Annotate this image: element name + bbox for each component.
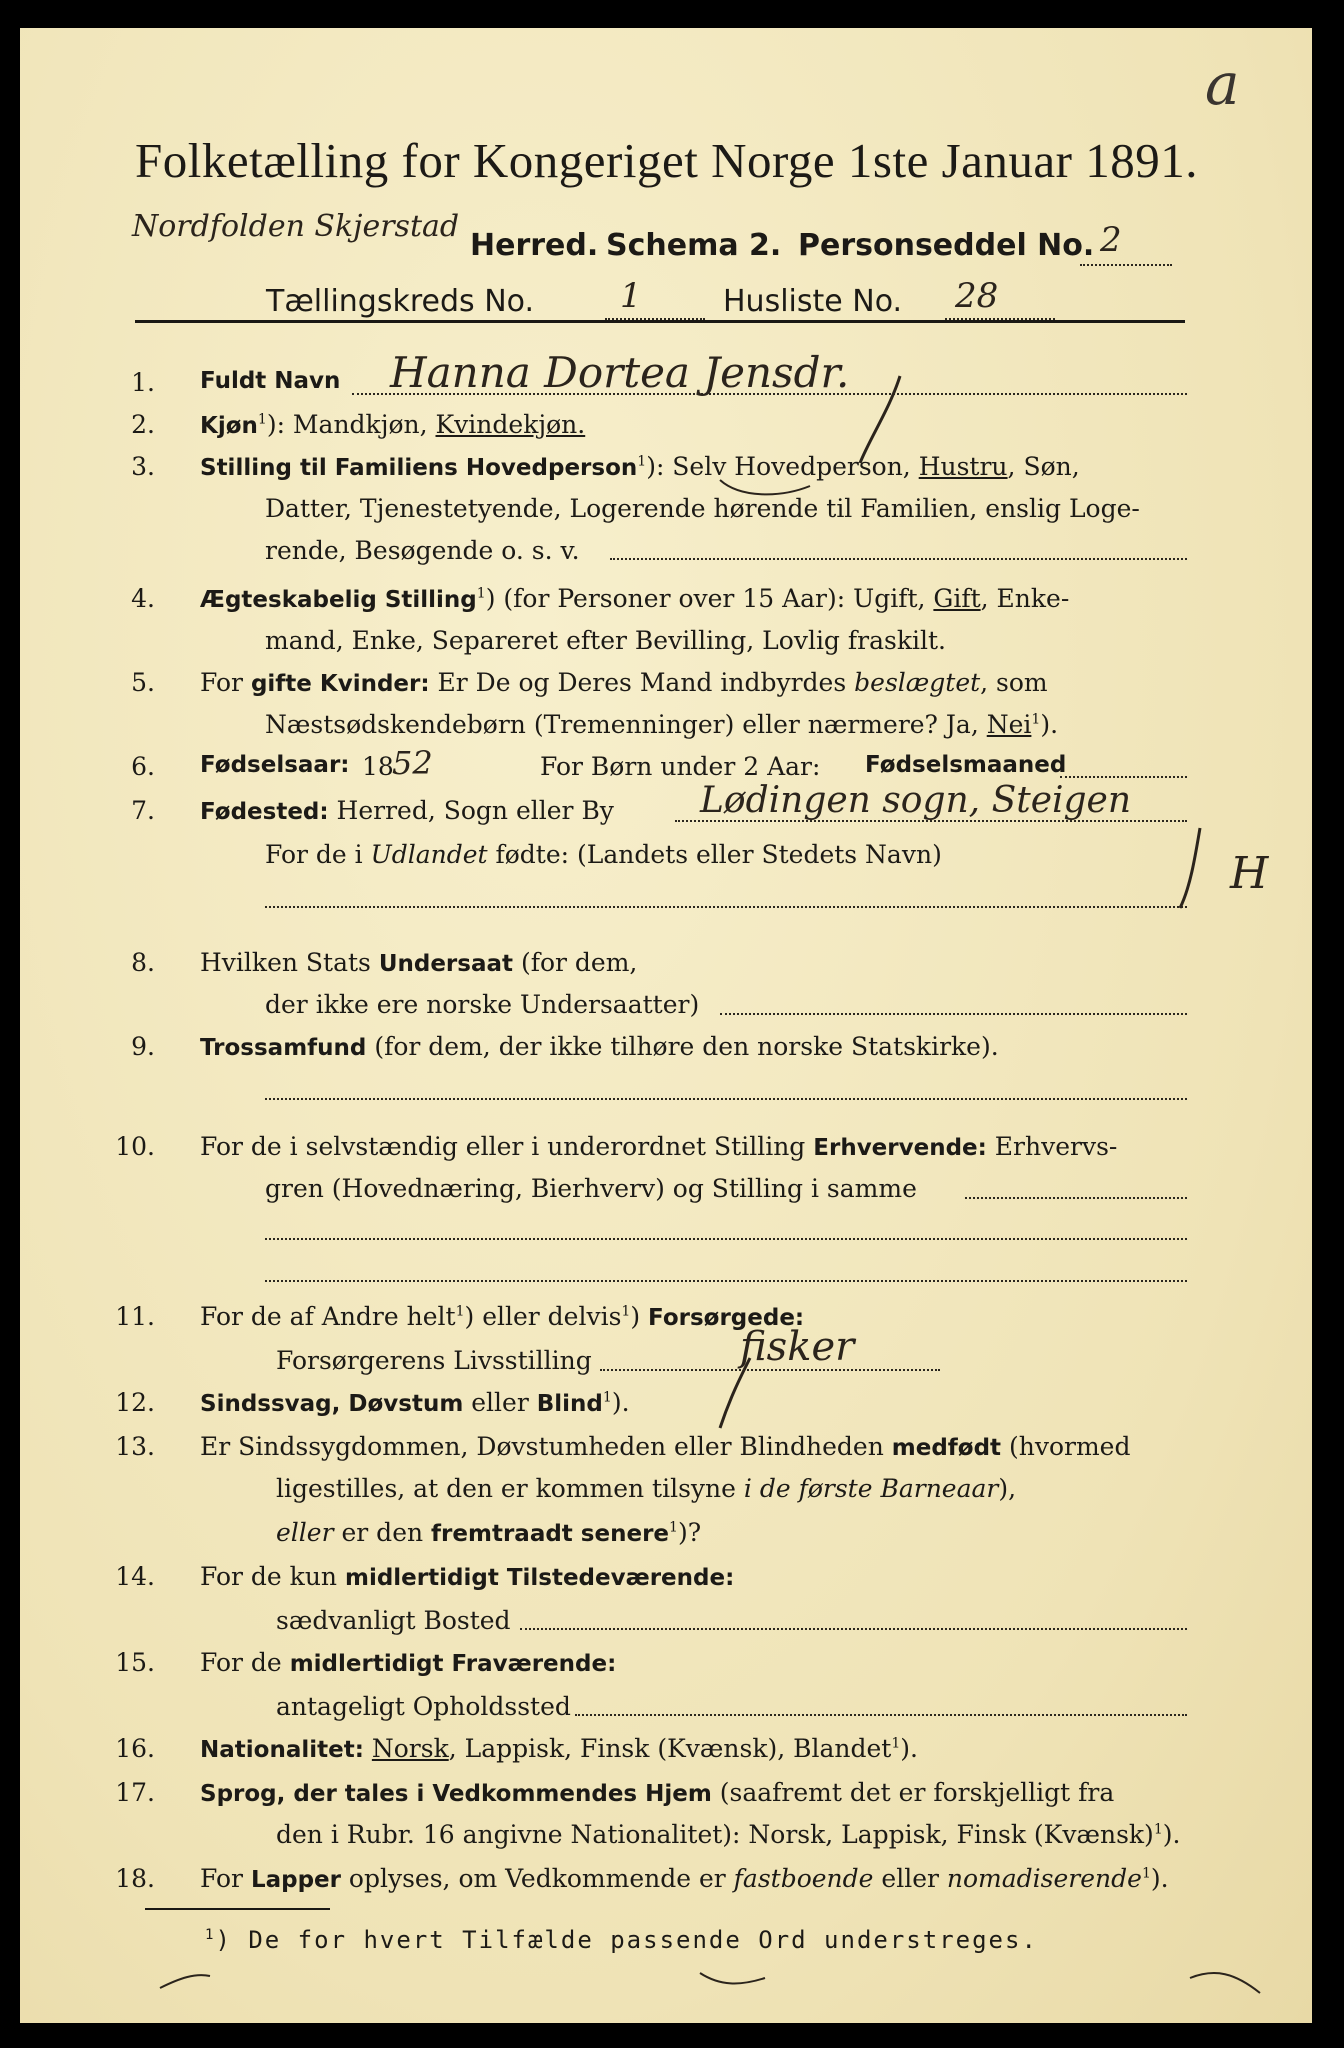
item-13-line-3a: eller	[276, 1518, 334, 1547]
item-12-number: 12.	[115, 1388, 155, 1417]
herred-label: Herred.	[470, 228, 599, 263]
item-18-italic-1: fastboende	[733, 1864, 874, 1893]
item-13-line-3b: er den	[333, 1518, 432, 1547]
item-11-value: fisker	[740, 1324, 855, 1370]
item-14-text-a: For de kun	[200, 1562, 345, 1591]
item-16-sup: 1	[891, 1735, 901, 1752]
herred-written: Nordfolden Skjerstad	[132, 209, 460, 244]
item-18-text-a: For	[200, 1864, 251, 1893]
item-13-text-b: (hvormed	[1001, 1432, 1131, 1461]
bottom-left-mark	[160, 1975, 210, 1988]
item-12-sup: 1	[602, 1389, 612, 1406]
husliste-label: Husliste No.	[723, 284, 903, 319]
item-7-text-a: Herred, Sogn eller By	[328, 796, 614, 825]
item-1-label: Fuldt Navn	[200, 368, 341, 394]
item-12-text-b: ).	[611, 1388, 630, 1417]
item-9-number: 9.	[131, 1032, 155, 1061]
item-7-label: Fødested:	[200, 799, 329, 825]
item-6-year-value: 52	[392, 744, 433, 782]
item-2-sup: 1	[257, 411, 267, 428]
item-10-label: Erhvervende:	[813, 1135, 987, 1161]
item-11-label: Forsørgede:	[648, 1305, 805, 1331]
item-5-line-2c: ).	[1040, 710, 1059, 739]
item-17-text-a: (saafremt det er forskjelligt fra	[711, 1778, 1115, 1807]
item-7-value-tail: H	[1230, 848, 1269, 899]
item-7-value: Lødingen sogn, Steigen	[700, 780, 1132, 821]
kreds-no: 1	[620, 276, 642, 316]
item-1-stroke	[860, 376, 900, 463]
item-13-italic: i de første Barneaar	[743, 1474, 999, 1503]
item-3-sup: 1	[637, 453, 647, 470]
item-13-line-2a: ligestilles, at den er kommen tilsyne	[276, 1474, 744, 1503]
item-9-text-a: (for dem, der ikke tilhøre den norske Statskirke).	[366, 1032, 999, 1061]
item-4-underlined: Gift	[933, 584, 981, 613]
item-14-label: midlertidigt Tilstedeværende:	[344, 1565, 735, 1591]
item-5-number: 5.	[131, 668, 155, 697]
item-5-label: gifte Kvinder:	[250, 671, 430, 697]
item-3-underlined: Hustru	[918, 452, 1008, 481]
item-4-text-a: ) (for Personer over 15 Aar): Ugift,	[485, 584, 934, 613]
item-13-sup: 1	[669, 1519, 678, 1536]
item-3-number: 3.	[131, 452, 155, 481]
item-11-number: 11.	[115, 1302, 155, 1331]
item-13-line-3c: fremtraadt senere	[431, 1521, 670, 1547]
item-3-line-3: rende, Besøgende o. s. v.	[265, 536, 580, 565]
item-3-label: Stilling til Familiens Hovedperson	[200, 455, 638, 481]
item-17-label: Sprog, der tales i Vedkommendes Hjem	[200, 1781, 712, 1807]
item-16-underlined: Norsk	[371, 1734, 449, 1763]
item-2-label: Kjøn	[200, 413, 258, 439]
item-15-label: midlertidigt Fraværende:	[289, 1651, 617, 1677]
item-15-text-a: For de	[200, 1648, 290, 1677]
item-18-text-b: oplyses, om Vedkommende er	[340, 1864, 734, 1893]
item-10-line-2: gren (Hovednæring, Bierhverv) og Stilling i samme	[265, 1174, 917, 1203]
item-3-text-a: ): Selv Hovedperson,	[646, 452, 919, 481]
item-10-number: 10.	[115, 1132, 155, 1161]
item-7-number: 7.	[131, 796, 155, 825]
item-11-sup-1: 1	[455, 1303, 465, 1320]
husliste-no: 28	[955, 276, 999, 316]
item-17-number: 17.	[115, 1778, 155, 1807]
item-6-label-2: Fødselsmaaned	[865, 752, 1067, 778]
item-14-line-2: sædvanligt Bosted	[276, 1606, 511, 1635]
item-13-label: medfødt	[891, 1435, 1002, 1461]
item-12-label-b: Blind	[536, 1391, 603, 1417]
item-13-number: 13.	[115, 1432, 155, 1461]
item-14-number: 14.	[115, 1562, 155, 1591]
kreds-label: Tællingskreds No.	[266, 284, 534, 319]
item-2-number: 2.	[131, 410, 155, 439]
item-18-sup: 1	[1141, 1865, 1151, 1882]
item-4-sup: 1	[476, 585, 486, 602]
item-7-line-2c: fødte: (Landets eller Stedets Navn)	[487, 840, 942, 869]
item-18-label: Lapper	[250, 1867, 341, 1893]
item-2-underlined: Kvindekjøn.	[435, 410, 586, 439]
item-18-number: 18.	[115, 1864, 155, 1893]
form-title: Folketælling for Kongeriget Norge 1ste Januar 1891.	[135, 133, 1198, 188]
item-18-italic-2: nomadiserende	[946, 1864, 1142, 1893]
item-4-label: Ægteskabelig Stilling	[200, 587, 477, 613]
item-5-sup: 1	[1031, 711, 1041, 728]
item-18-text-f: ).	[1150, 1864, 1169, 1893]
item-7-stroke	[1180, 828, 1200, 908]
item-16-label: Nationalitet:	[200, 1737, 364, 1763]
handwriting-strokes	[20, 28, 1312, 2023]
item-9-label: Trossamfund	[200, 1035, 367, 1061]
item-16-text-c: , Lappisk, Finsk (Kvænsk), Blandet	[448, 1734, 892, 1763]
item-1-value: Hanna Dortea Jensdr.	[390, 348, 850, 397]
item-11-text-b: ) eller delvis	[464, 1302, 622, 1331]
item-16-number: 16.	[115, 1734, 155, 1763]
item-13-line-2c: ),	[998, 1474, 1017, 1503]
item-7-italic: Udlandet	[370, 840, 488, 869]
item-6-year-prefix: 18	[362, 752, 394, 781]
item-11-sup-2: 1	[621, 1303, 631, 1320]
item-8-text-a: Hvilken Stats	[200, 948, 379, 977]
item-5-text-d: , som	[980, 668, 1048, 697]
item-6-label: Fødselsaar:	[200, 752, 350, 778]
item-2-text-a: ): Mandkjøn,	[266, 410, 436, 439]
bottom-center-mark	[700, 1973, 765, 1983]
item-17-line-2b: ).	[1162, 1820, 1181, 1849]
item-17-sup: 1	[1153, 1821, 1163, 1838]
item-6-number: 6.	[131, 752, 155, 781]
item-5-text-a: For	[200, 668, 251, 697]
item-7-line-2a: For de i	[265, 840, 371, 869]
item-13-text-a: Er Sindssygdommen, Døvstumheden eller Blindheden	[200, 1432, 892, 1461]
item-5-italic: beslægtet	[854, 668, 981, 697]
item-11-text-a: For de af Andre helt	[200, 1302, 456, 1331]
schema-label: Schema 2.	[606, 228, 782, 263]
item-3-line-2: Datter, Tjenestetyende, Logerende hørende til Familien, enslig Loge-	[265, 494, 1140, 523]
footnote-text: ) De for hvert Tilfælde passende Ord understreges.	[215, 1926, 1038, 1954]
item-18-text-d: eller	[873, 1864, 947, 1893]
personseddel-label: Personseddel No.	[798, 228, 1095, 263]
item-11-text-c: )	[630, 1302, 649, 1331]
item-3-text-c: , Søn,	[1007, 452, 1080, 481]
item-15-number: 15.	[115, 1648, 155, 1677]
item-16-text-d: ).	[900, 1734, 918, 1763]
item-17-line-2-text: den i Rubr. 16 angivne Nationalitet): Norsk, Lappisk, Finsk (Kvænsk)	[276, 1820, 1154, 1849]
item-8-line-2: der ikke ere norske Undersaatter)	[265, 990, 700, 1019]
personseddel-no: 2	[1100, 220, 1122, 260]
item-4-text-c: , Enke-	[980, 584, 1070, 613]
item-5-text-b: Er De og Deres Mand indbyrdes	[429, 668, 855, 697]
item-8-text-b: (for dem,	[513, 948, 638, 977]
item-6-text-a: For Børn under 2 Aar:	[540, 752, 821, 781]
item-12-text-a: eller	[463, 1388, 537, 1417]
item-1-number: 1.	[131, 368, 155, 397]
item-11-line-2: Forsørgerens Livsstilling	[276, 1346, 592, 1375]
item-4-line-2: mand, Enke, Separeret efter Bevilling, Lovlig fraskilt.	[265, 626, 946, 655]
census-form	[20, 28, 1312, 2023]
item-15-line-2: antageligt Opholdssted	[276, 1692, 571, 1721]
item-10-text-a: For de i selvstændig eller i underordnet Stilling	[200, 1132, 814, 1161]
item-8-label: Undersaat	[378, 951, 513, 977]
item-8-number: 8.	[131, 948, 155, 977]
item-5-underlined: Nei	[986, 710, 1032, 739]
bottom-right-mark	[1190, 1973, 1260, 1993]
item-11-stroke	[720, 1358, 750, 1428]
item-4-number: 4.	[131, 584, 155, 613]
footnote-mark: 1	[205, 1927, 216, 1943]
item-2-underline-stroke	[720, 480, 810, 494]
corner-mark: a	[1205, 50, 1240, 118]
item-13-line-3d: )?	[677, 1518, 702, 1547]
item-10-text-b: Erhvervs-	[986, 1132, 1118, 1161]
item-5-line-2a: Næstsødskendebørn (Tremenninger) eller nærmere? Ja,	[265, 710, 987, 739]
item-12-label-a: Sindssvag, Døvstum	[200, 1391, 464, 1417]
